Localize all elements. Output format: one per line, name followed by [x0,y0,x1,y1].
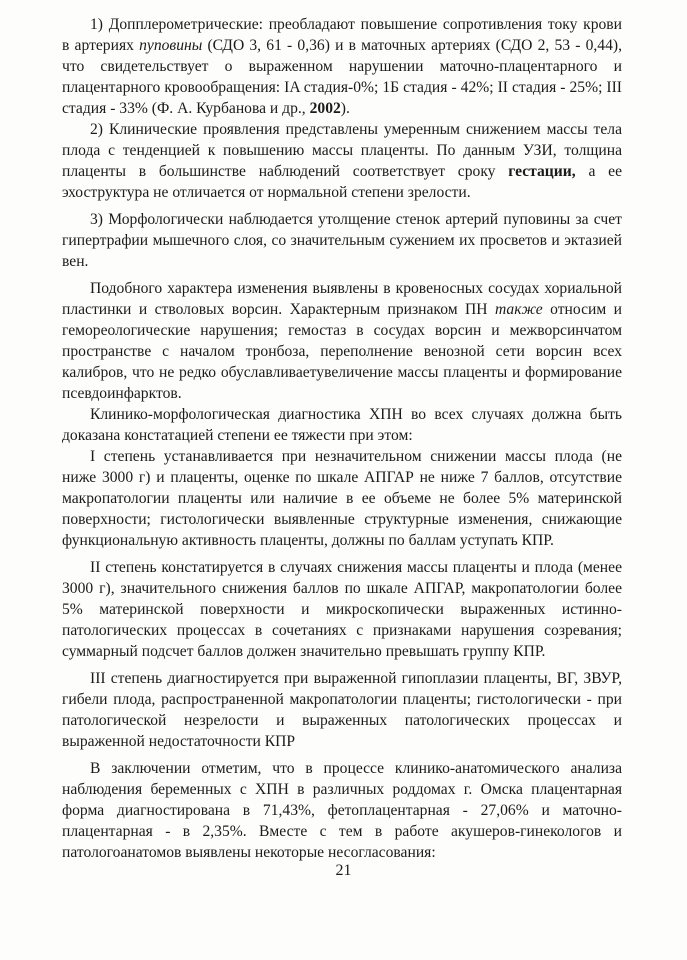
paragraph-vessels [62,278,622,404]
paragraph-degree-1 [62,446,622,551]
paragraph-conclusion [62,758,622,863]
emphasis-text: гестации, [508,163,576,180]
emphasis-text: пуповины [139,37,203,54]
page-number: 21 [335,862,352,879]
emphasis-text: также [494,301,543,318]
emphasis-text: 2002 [309,100,341,117]
text-run: ). [340,100,350,117]
text-run: относим и гемореологические нарушения; гемостаз в сосудах ворсин и межворсинчатом пространстве с началом тронбоза, переполнение венозной сети ворсин всех калибров, что не редко обуславливаетувеличение массы плаценты и формирование псевдоинфарктов. [62,301,622,402]
text-run: а ее эхоструктура не отличается от нормальной степени зрелости. [62,163,622,201]
text-run: 1) Допплерометрические: преобладают повышение сопротивления току крови в артериях [62,16,622,54]
text-run: В заключении отметим, что в процессе клинико-анатомического анализа наблюдения беременных с ХПН в различных роддомах г. Омска плацентарная форма диагностирована в 71,43%, фетоплацентарная - 27,06% и маточно-плацентарная - в 2,35%. Вместе с тем в работе акушеров-гинекологов и патологоанатомов выявлены некоторые несогласования: [62,760,622,861]
text-run: 2) Клинические проявления представлены умеренным снижением массы тела плода с тенденцией к повышению массы плаценты. По данным УЗИ, толщина плаценты в большинстве наблюдений соответствует сроку [62,121,622,180]
text-run: Клинико-морфологическая диагностика ХПН во всех случаях должна быть доказана констатацией степени ее тяжести при этом: [62,406,622,444]
text-run: 3) Морфологически наблюдается утолщение стенок артерий пуповины за счет гипертрафии мышечного слоя, со значительным сужением их просветов и эктазией вен. [62,211,622,270]
paragraph-degree-3 [62,668,622,752]
body-text [62,14,622,863]
paragraph-clinical [62,119,622,203]
paragraph-dopplerometric [62,14,622,119]
paragraph-morphological [62,209,622,272]
paragraph-diagnostics [62,404,622,446]
text-run: III степень диагностируется при выраженной гипоплазии плаценты, ВГ, ЗВУР, гибели плода, распространенной макропатологии плаценты; гистологически - при патологической незрелости и выраженных патологических процессах и выраженной недостаточности КПР [62,670,622,750]
paragraph-degree-2 [62,557,622,662]
text-run: I степень устанавливается при незначительном снижении массы плода (не ниже 3000 г) и плаценты, оценке по шкале АПГАР не ниже 7 баллов, отсутствие макропатологии плаценты или наличие в ее объеме не более 5% материнской поверхности; гистологически выявленные структурные изменения, снижающие функциональную активность плаценты, должны по баллам уступать КПР. [62,448,622,549]
text-run: II степень констатируется в случаях снижения массы плаценты и плода (менее 3000 г), значительного снижения баллов по шкале АПГАР, макропатологии более 5% материнской поверхности и микроскопически выраженных истинно-патологических процессах в сочетаниях с признаками нарушения созревания; суммарный подсчет баллов должен значительно превышать группу КПР. [62,559,622,660]
text-run: (СДО 3, 61 - 0,36) и в маточных артериях (СДО 2, 53 - 0,44), что свидетельствует о выраженном нарушении маточно-плацентарного и плацентарного кровообращения: IA стадия-0%; 1Б стадия - 42%; II стадия - 25%; III стадия - 33% (Ф. А. Курбанова и др., [62,37,622,117]
text-run: Подобного характера изменения выявлены в кровеносных сосудах хориальной пластинки и стволовых ворсин. Характерным признаком ПН [62,280,622,318]
